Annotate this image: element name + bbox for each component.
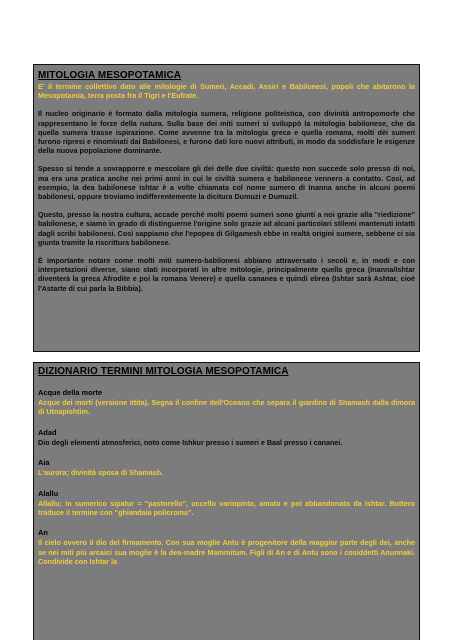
paragraph-culture: Questo, presso la nostra cultura, accade perché molti poemi sumeri sono giunti a noi grazie alla "riedizione" babilonese, e siamo in grado di distinguerne l'origine solo grazie ad alcuni particolari stilemi mantenuti intatti dagli scribi babilonesi. Così sappiamo che l'epopea di Gilgamesh ebbe in realtà origini sumere, sebbene ci sia giunta tramite la riscrittura babilonese. — [38, 210, 415, 247]
dictionary-entry — [38, 458, 415, 477]
entry-term: An — [38, 528, 48, 538]
dictionary-entry — [38, 428, 415, 447]
entry-definition: Il cielo ovvero il dio del firmamento. Con sua moglie Antu è progenitore della maggior parte degli dei, anche se nei miti più arcaici sua moglie è la dea-madre Mammitum. Figli di An e di Antu sono i cosiddetti Anunnaki. Condivide con Ishtar la — [38, 538, 415, 567]
paragraph-influence: È importante notare come molti miti sumero-babilonesi abbiano attraversato i secoli e, in modi e con interpretazioni diverse, siano stati incorporati in altre mitologie, principalmente quella greca (Inanna/Ishtar diventerà la greca Afrodite e poi la romana Venere) e quella cananea e quindi ebrea (Ishtar sarà Ashtar, cioè l'Astarte di cui parla la Bibbia). — [38, 256, 415, 293]
paragraph-overlap: Spesso si tende a sovrapporre e mescolare gli dei delle due civiltà: questo non succede solo presso di noi, ma era una pratica anche nei primi anni in cui le civiltà sumera e babilonese vennero a contatto. Così, ad esempio, la dea babilonese Ishtar è a volte chiamata col nome sumero di Inanna anche in alcuni poemi babilonesi, oppure troviamo indifferentemente la dicitura Dumuzi e Dumuzil. — [38, 164, 415, 202]
dictionary-entry — [38, 388, 415, 417]
entry-definition: L'aurora; divinità sposa di Shamash. — [38, 468, 164, 478]
dictionary-title: DIZIONARIO TERMINI MITOLOGIA MESOPOTAMICA — [38, 366, 289, 377]
section-mitologia-mesopotamica — [33, 64, 420, 352]
entry-definition: Dio degli elementi atmosferici, noto come Ishkur presso i sumeri e Baal presso i cananei. — [38, 437, 343, 447]
section-dizionario — [33, 362, 420, 640]
entry-term: Acque della morte — [38, 388, 103, 397]
entry-definition: Acque dei morti (versione ittita). Segna il confine dell'Oceano che separa il giardino di Shamash dalla dimora di Utnapishtim. — [38, 398, 415, 417]
dictionary-entry — [38, 528, 415, 566]
entry-term: Alallu — [38, 488, 59, 498]
entry-term: Aia — [38, 458, 50, 468]
intro-paragraph: E' il termine collettivo dato alle mitologie di Sumeri, Accadi, Assiri e Babilonesi, popoli che abitarono la Mesopotamia, terra posta fra il Tigri e l'Eufrate. — [38, 82, 415, 101]
section-title: MITOLOGIA MESOPOTAMICA — [38, 70, 182, 81]
dictionary-entry — [38, 489, 415, 518]
entry-definition: Allallu; in sumerico sipatur = "pastorello", uccello variopinto, amato e poi abbandonato da Ishtar. Bottero traduce il termine con "ghiandaia policroma". — [38, 498, 415, 518]
entry-term: Adad — [38, 427, 57, 437]
paragraph-origins: Il nucleo originario è formato dalla mitologia sumera, religione politeistica, con divinità antropomorfe che rappresentano le forze della natura. Sulla base dei miti sumeri si sviluppò la mitologia babilonese, che da quella sumera trasse ispirazione. Come avvenne tra la mitologia greca e quella romana, molti dèi sumeri furono ripresi e rinominati dai Babilonesi, e furono dati loro nuovi attributi, in modo da soddisfare le esigenze della nuova popolazione dominante. — [38, 109, 415, 156]
